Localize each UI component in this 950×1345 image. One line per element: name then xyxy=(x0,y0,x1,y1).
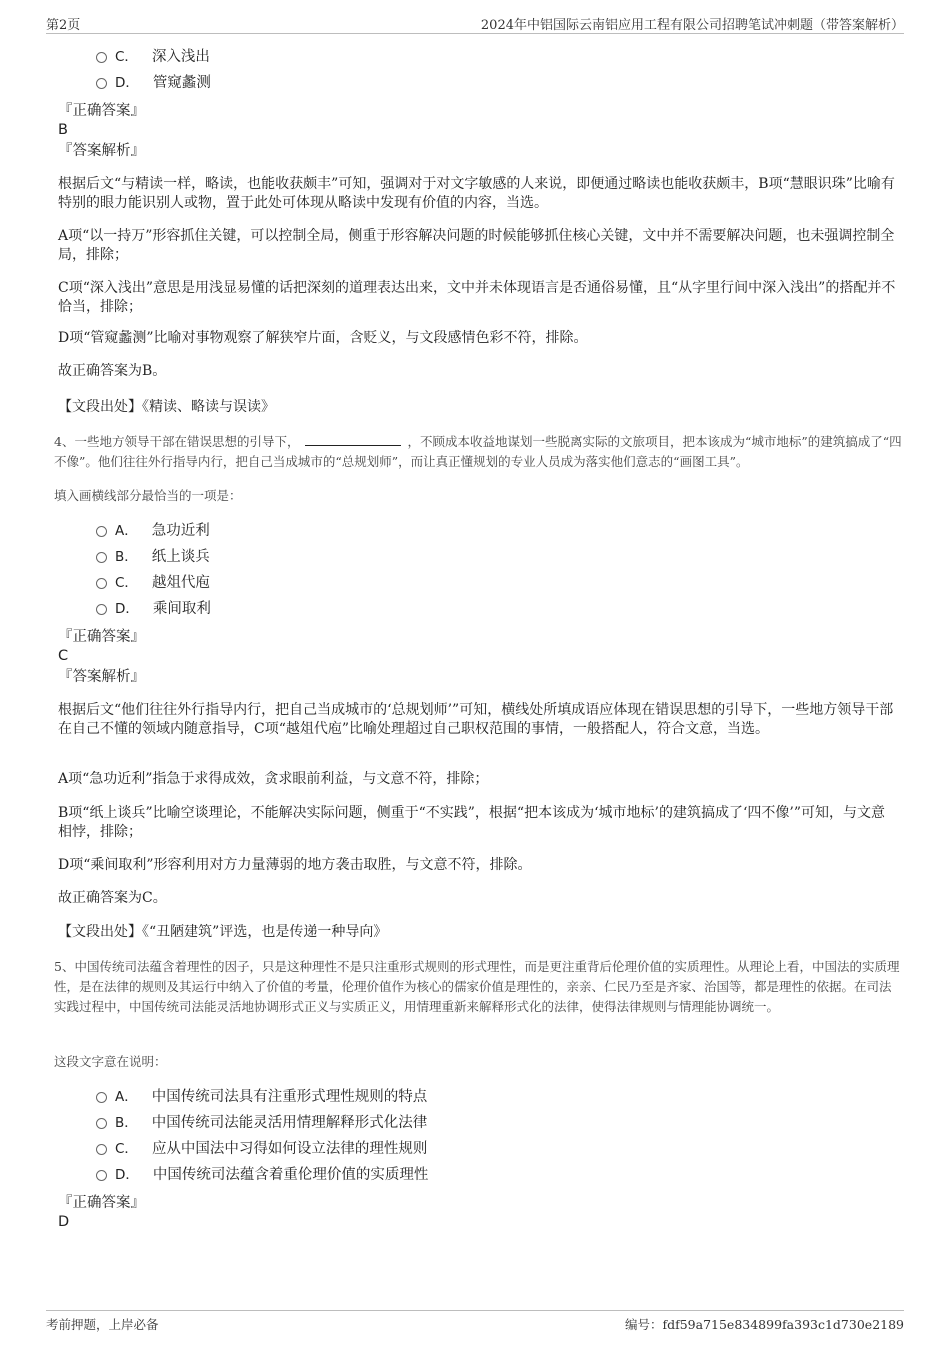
q4-option-b[interactable]: B． 纸上谈兵 xyxy=(96,546,210,568)
q3-analysis-paragraph: 根据后文“与精读一样，略读，也能收获颇丰”可知，强调对于对文字敏感的人来说，即便通过略读也能收获颇丰，B项“慧眼识珠”比喻有特别的眼力能识别人或物，置于此处可体现从略读中发现有价值的内容，当选。 xyxy=(58,176,895,211)
q4-analysis-paragraph: D项“乘间取利”形容利用对方力量薄弱的地方袭击取胜，与文意不符，排除。 xyxy=(58,857,532,873)
q4-stem: 4、一些地方领导干部在错误思想的引导下， ，不顾成本收益地谋划一些脱离实际的文旅项目，把本该成为“城市地标”的建筑搞成了“四不像”。他们往往外行指导内行，把自己当成城市的“总规划师”，而让真正懂规划的专业人员成为落实他们意志的“画图工具”。 xyxy=(54,434,902,469)
radio-icon[interactable] xyxy=(96,78,107,89)
footer-slogan: 考前押题，上岸必备 xyxy=(46,1317,159,1332)
q3-answer: B xyxy=(58,122,68,138)
q3-analysis-paragraph: 故正确答案为B。 xyxy=(58,363,167,379)
q4-option-c[interactable]: C． 越俎代庖 xyxy=(96,572,210,594)
q5-prompt: 这段文字意在说明： xyxy=(54,1054,167,1069)
radio-icon[interactable] xyxy=(96,552,107,563)
q4-option-a[interactable]: A． 急功近利 xyxy=(96,520,210,542)
q5-option-d[interactable]: D． 中国传统司法蕴含着重伦理价值的实质理性 xyxy=(96,1164,428,1186)
q4-analysis-label: 『答案解析』 xyxy=(58,669,145,685)
q4-source: 【文段出处】《“丑陋建筑”评选，也是传递一种导向》 xyxy=(58,924,388,940)
q3-option-d[interactable]: D． 管窥蠡测 xyxy=(96,72,211,94)
page-footer xyxy=(46,1310,904,1336)
q5-option-a[interactable]: A． 中国传统司法具有注重形式理性规则的特点 xyxy=(96,1086,427,1108)
q5-answer: D xyxy=(58,1214,70,1230)
q3-analysis-paragraph: D项“管窥蠡测”比喻对事物观察了解狭窄片面，含贬义，与文段感情色彩不符，排除。 xyxy=(58,330,588,346)
q4-analysis-paragraph: B项“纸上谈兵”比喻空谈理论，不能解决实际问题，侧重于“不实践”，根据“把本该成为‘城市地标’的建筑搞成了‘四不像’”可知，与文意相悖，排除； xyxy=(58,805,886,840)
q5-option-b[interactable]: B． 中国传统司法能灵活用情理解释形式化法律 xyxy=(96,1112,427,1134)
radio-icon[interactable] xyxy=(96,578,107,589)
q5-option-c[interactable]: C． 应从中国法中习得如何设立法律的理性规则 xyxy=(96,1138,427,1160)
radio-icon[interactable] xyxy=(96,1170,107,1181)
radio-icon[interactable] xyxy=(96,1118,107,1129)
q3-analysis-paragraph: C项“深入浅出”意思是用浅显易懂的话把深刻的道理表达出来，文中并未体现语言是否通俗易懂，且“从字里行间中深入浅出”的搭配并不恰当，排除； xyxy=(58,280,896,315)
document-code: 编号：fdf59a715e834899fa393c1d730e2189 xyxy=(624,1317,904,1332)
q3-source: 【文段出处】《精读、略读与误读》 xyxy=(58,399,275,415)
radio-icon[interactable] xyxy=(96,1092,107,1103)
q3-analysis-paragraph: A项“以一持万”形容抓住关键，可以控制全局，侧重于形容解决问题的时候能够抓住核心关键，文中并不需要解决问题，也未强调控制全局，排除； xyxy=(58,228,895,263)
document-title: 2024年中铝国际云南铝应用工程有限公司招聘笔试冲刺题（带答案解析） xyxy=(480,18,904,33)
radio-icon[interactable] xyxy=(96,526,107,537)
q3-correct-answer-label: 『正确答案』 xyxy=(58,103,145,119)
q5-correct-answer-label: 『正确答案』 xyxy=(58,1195,145,1211)
radio-icon[interactable] xyxy=(96,1144,107,1155)
radio-icon[interactable] xyxy=(96,52,107,63)
fill-blank xyxy=(305,434,401,446)
q4-analysis-paragraph: 根据后文“他们往往外行指导内行，把自己当成城市的‘总规划师’”可知，横线处所填成语应体现在错误思想的引导下，一些地方领导干部在自己不懂的领域内随意指导，C项“越俎代庖”比喻处理超过自己职权范围的事情，一般搭配人，符合文意，当选。 xyxy=(58,702,894,737)
q5-stem: 5、中国传统司法蕴含着理性的因子，只是这种理性不是只注重形式规则的形式理性，而是更注重背后伦理价值的实质理性。从理论上看，中国法的实质理性，是在法律的规则及其运行中纳入了价值的考量，伦理价值作为核心的儒家价值是理性的，亲亲、仁民乃至是齐家、治国等，都是理性的依据。在司法实践过程中，中国传统司法能灵活地协调形式正义与实质正义，用情理重新来解释形式化的法律，使得法律规则与情理能协调统一。 xyxy=(54,959,900,1014)
q4-correct-answer-label: 『正确答案』 xyxy=(58,629,145,645)
q3-option-c[interactable]: C． 深入浅出 xyxy=(96,46,210,68)
q4-analysis-paragraph: A项“急功近利”指急于求得成效，贪求眼前利益，与文意不符，排除； xyxy=(58,771,489,787)
q4-prompt: 填入画横线部分最恰当的一项是： xyxy=(54,488,242,503)
radio-icon[interactable] xyxy=(96,604,107,615)
q3-analysis-label: 『答案解析』 xyxy=(58,143,145,159)
q4-analysis-paragraph: 故正确答案为C。 xyxy=(58,890,167,906)
page-number: 第2页 xyxy=(46,18,81,33)
q4-answer: C xyxy=(58,648,69,664)
q4-option-d[interactable]: D． 乘间取利 xyxy=(96,598,211,620)
